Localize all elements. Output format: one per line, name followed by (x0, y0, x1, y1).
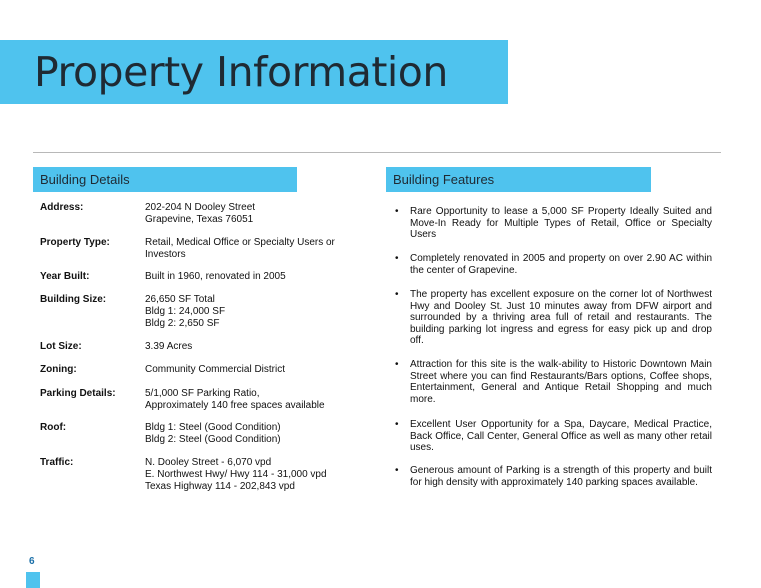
detail-value-line: 3.39 Acres (145, 341, 193, 352)
detail-value-line: Bldg 1: 24,000 SF (145, 306, 226, 317)
detail-label: Property Type: (40, 237, 110, 248)
detail-value (145, 364, 360, 376)
detail-value-line: 26,650 SF Total (145, 294, 215, 305)
detail-label: Building Size: (40, 294, 107, 305)
bullet-icon: • (395, 289, 399, 300)
detail-label: Address: (40, 202, 84, 213)
feature-text: Excellent User Opportunity for a Spa, Daycare, Medical Practice, Back Office, Call Center, General Office as well as many other retail uses. (410, 419, 712, 453)
detail-value-line: Approximately 140 free spaces available (145, 400, 325, 411)
detail-value-line: Texas Highway 114 - 202,843 vpd (145, 481, 295, 492)
page-title: Property Information (34, 48, 448, 96)
detail-value (145, 341, 360, 353)
detail-value (145, 202, 360, 226)
detail-value (145, 237, 360, 261)
detail-value (145, 271, 360, 283)
feature-text: Rare Opportunity to lease a 5,000 SF Property Ideally Suited and Move-In Ready for Multiple Types of Retail, Office or Specialty Users (410, 206, 712, 240)
detail-value-line: N. Dooley Street - 6,070 vpd (145, 457, 272, 468)
detail-value-line: 5/1,000 SF Parking Ratio, (145, 388, 260, 399)
bullet-icon: • (395, 359, 399, 370)
detail-label: Parking Details: (40, 388, 116, 399)
feature-text: Attraction for this site is the walk-ability to Historic Downtown Main Street where you can find Restaurants/Bars options, Coffee shops, Entertainment, General and Antique Retail Shopping and much more. (410, 359, 712, 405)
detail-value-line: Bldg 2: Steel (Good Condition) (145, 434, 281, 445)
building-details-header: Building Details (33, 167, 297, 192)
detail-value-line: Investors (145, 249, 186, 260)
bullet-icon: • (395, 465, 399, 476)
detail-value-line: Grapevine, Texas 76051 (145, 214, 254, 225)
detail-label: Zoning: (40, 364, 77, 375)
detail-value (145, 294, 360, 330)
bullet-icon: • (395, 419, 399, 430)
detail-value-line: Community Commercial District (145, 364, 286, 375)
detail-label: Year Built: (40, 271, 90, 282)
building-features-header: Building Features (386, 167, 651, 192)
feature-text: Generous amount of Parking is a strength of this property and built for high density with approximately 140 parking spaces available. (410, 465, 712, 488)
detail-value-line: Retail, Medical Office or Specialty Users or (145, 237, 335, 248)
detail-value (145, 388, 360, 412)
feature-text: Completely renovated in 2005 and property on over 2.90 AC within the center of Grapevine. (410, 253, 712, 276)
detail-value-line: Built in 1960, renovated in 2005 (145, 271, 286, 282)
detail-label: Roof: (40, 422, 67, 433)
bullet-icon: • (395, 253, 399, 264)
divider-rule (33, 152, 721, 153)
detail-label: Lot Size: (40, 341, 82, 352)
feature-text: The property has excellent exposure on the corner lot of Northwest Hwy and Dooley St. Just 10 minutes away from DFW airport and surrounded by a thriving area full of retail and restaurants. The building parking lot ingress and egress for easy pick up and drop off. (410, 289, 712, 346)
bullet-icon: • (395, 206, 399, 217)
page-tab (26, 572, 40, 588)
detail-label: Traffic: (40, 457, 74, 468)
detail-value-line: Bldg 2: 2,650 SF (145, 318, 220, 329)
detail-value (145, 422, 360, 446)
detail-value-line: E. Northwest Hwy/ Hwy 114 - 31,000 vpd (145, 469, 327, 480)
page-number: 6 (29, 556, 35, 567)
detail-value-line: Bldg 1: Steel (Good Condition) (145, 422, 281, 433)
detail-value-line: 202-204 N Dooley Street (145, 202, 256, 213)
detail-value (145, 457, 360, 493)
